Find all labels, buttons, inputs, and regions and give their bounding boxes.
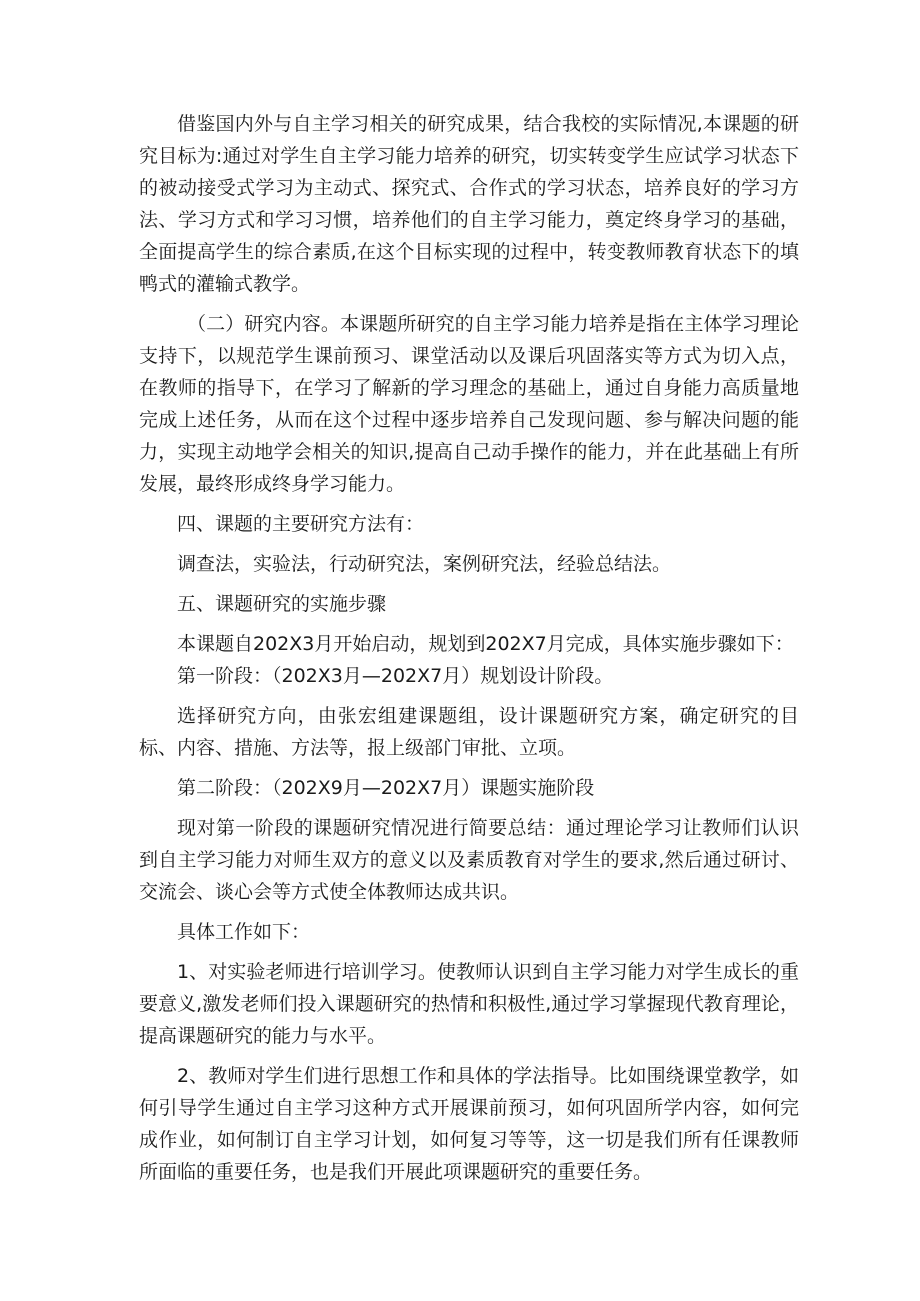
heading-stage-one: 第一阶段：（202X3月—202X7月）规划设计阶段。 xyxy=(177,665,614,687)
paragraph-schedule: 本课题自202X3月开始启动，规划到202X7月完成，具体实施步骤如下： xyxy=(177,633,794,655)
heading-stage-two: 第二阶段：（202X9月—202X7月）课题实施阶段 xyxy=(177,777,595,799)
paragraph-stage-one-summary: 现对第一阶段的课题研究情况进行简要总结：通过理论学习让教师们认识到自主学习能力对师生双方的意义以及素质教育对学生的要求,然后通过研讨、交流会、谈心会等方式使全体教师达成共识。 xyxy=(139,817,799,903)
heading-specific-work: 具体工作如下： xyxy=(177,921,311,943)
paragraph-stage-one-detail: 选择研究方向，由张宏组建课题组，设计课题研究方案，确定研究的目标、内容、措施、方法等，报上级部门审批、立项。 xyxy=(139,705,799,759)
paragraph-work-item-2: 2、教师对学生们进行思想工作和具体的学法指导。比如围绕课堂教学，如何引导学生通过自主学习这种方式开展课前预习，如何巩固所学内容，如何完成作业，如何制订自主学习计划，如何复习等等，这一切是我们所有任课教师所面临的重要任务，也是我们开展此项课题研究的重要任务。 xyxy=(139,1065,799,1183)
paragraph-methods-list: 调查法，实验法，行动研究法，案例研究法，经验总结法。 xyxy=(177,553,672,575)
heading-implementation-steps: 五、课题研究的实施步骤 xyxy=(177,593,387,615)
paragraph-work-item-1: 1、对实验老师进行培训学习。使教师认识到自主学习能力对学生成长的重要意义,激发老师们投入课题研究的热情和积极性,通过学习掌握现代教育理论，提高课题研究的能力与水平。 xyxy=(139,961,799,1047)
paragraph-research-content: （二）研究内容。本课题所研究的自主学习能力培养是指在主体学习理论支持下，以规范学生课前预习、课堂活动以及课后巩固落实等方式为切入点，在教师的指导下，在学习了解新的学习理念的基础上，通过自身能力高质量地完成上述任务，从而在这个过程中逐步培养自己发现问题、参与解决问题的能力，实现主动地学会相关的知识,提高自己动手操作的能力，并在此基础上有所发展，最终形成终身学习能力。 xyxy=(139,313,799,495)
paragraph-research-goal: 借鉴国内外与自主学习相关的研究成果，结合我校的实际情况,本课题的研究目标为:通过对学生自主学习能力培养的研究，切实转变学生应试学习状态下的被动接受式学习为主动式、探究式、合作式的学习状态，培养良好的学习方法、学习方式和学习习惯，培养他们的自主学习能力，奠定终身学习的基础，全面提高学生的综合素质,在这个目标实现的过程中，转变教师教育状态下的填鸭式的灌输式教学。 xyxy=(139,113,799,295)
heading-research-methods: 四、课题的主要研究方法有： xyxy=(177,513,425,535)
document-body xyxy=(139,108,799,1188)
